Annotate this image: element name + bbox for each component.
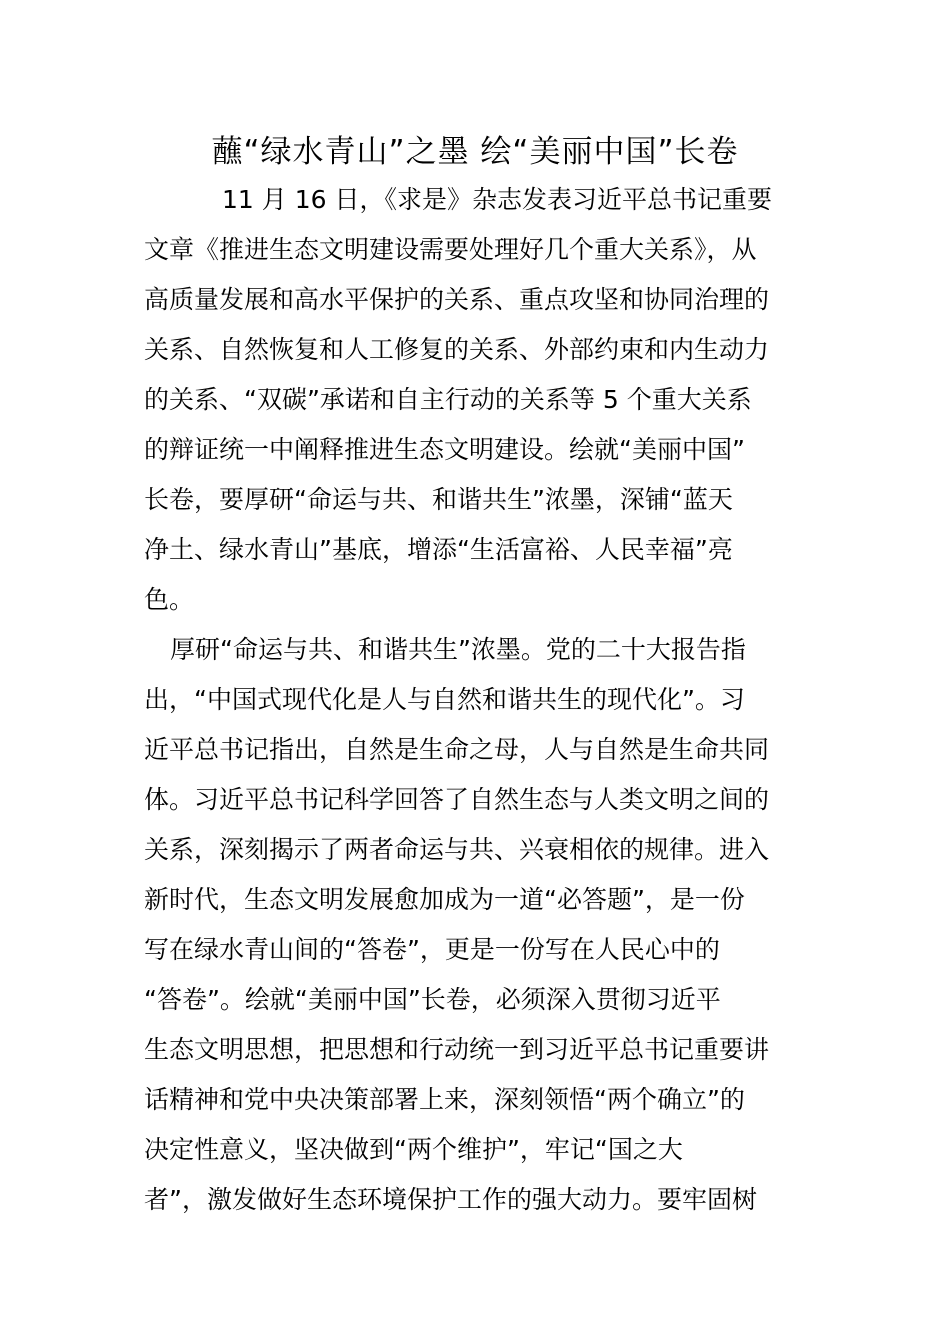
paragraph-line: 近平总书记指出，自然是生命之母，人与自然是生命共同 bbox=[144, 735, 770, 764]
paragraph-line: 体。习近平总书记科学回答了自然生态与人类文明之间的 bbox=[144, 785, 770, 814]
paragraph-line: 高质量发展和高水平保护的关系、重点攻坚和协同治理的 bbox=[144, 285, 770, 314]
paragraph-line: 出，“中国式现代化是人与自然和谐共生的现代化”。习 bbox=[144, 685, 745, 714]
paragraph-line: 话精神和党中央决策部署上来，深刻领悟“两个确立”的 bbox=[144, 1085, 745, 1114]
paragraph-line: 的辩证统一中阐释推进生态文明建设。绘就“美丽中国” bbox=[144, 435, 745, 464]
paragraph-line: 生态文明思想，把思想和行动统一到习近平总书记重要讲 bbox=[144, 1035, 770, 1064]
paragraph-line: “答卷”。绘就“美丽中国”长卷，必须深入贯彻习近平 bbox=[144, 985, 721, 1014]
paragraph-line: 净土、绿水青山”基底，增添“生活富裕、人民幸福”亮 bbox=[144, 535, 733, 564]
paragraph-line: 厚研“命运与共、和谐共生”浓墨。党的二十大报告指 bbox=[170, 635, 746, 664]
paragraph-line: 关系、自然恢复和人工修复的关系、外部约束和内生动力 bbox=[144, 335, 770, 364]
paragraph-line: 11 月 16 日，《求是》杂志发表习近平总书记重要 bbox=[222, 185, 772, 214]
paragraph-line: 写在绿水青山间的“答卷”，更是一份写在人民心中的 bbox=[144, 935, 720, 964]
paragraph-line: 长卷，要厚研“命运与共、和谐共生”浓墨，深铺“蓝天 bbox=[144, 485, 733, 514]
paragraph-line: 色。 bbox=[144, 585, 195, 614]
paragraph-line: 新时代，生态文明发展愈加成为一道“必答题”，是一份 bbox=[144, 885, 745, 914]
paragraph-line: 的关系、“双碳”承诺和自主行动的关系等 5 个重大关系 bbox=[144, 385, 752, 414]
paragraph-line: 者”，激发做好生态环境保护工作的强大动力。要牢固树 bbox=[144, 1185, 757, 1214]
paragraph-line: 文章《推进生态文明建设需要处理好几个重大关系》，从 bbox=[144, 235, 757, 264]
document-title: 蘸“绿水青山”之墨 绘“美丽中国”长卷 bbox=[211, 134, 739, 170]
paragraph-line: 关系，深刻揭示了两者命运与共、兴衰相依的规律。进入 bbox=[144, 835, 770, 864]
paragraph-line: 决定性意义，坚决做到“两个维护”，牢记“国之大 bbox=[144, 1135, 683, 1164]
